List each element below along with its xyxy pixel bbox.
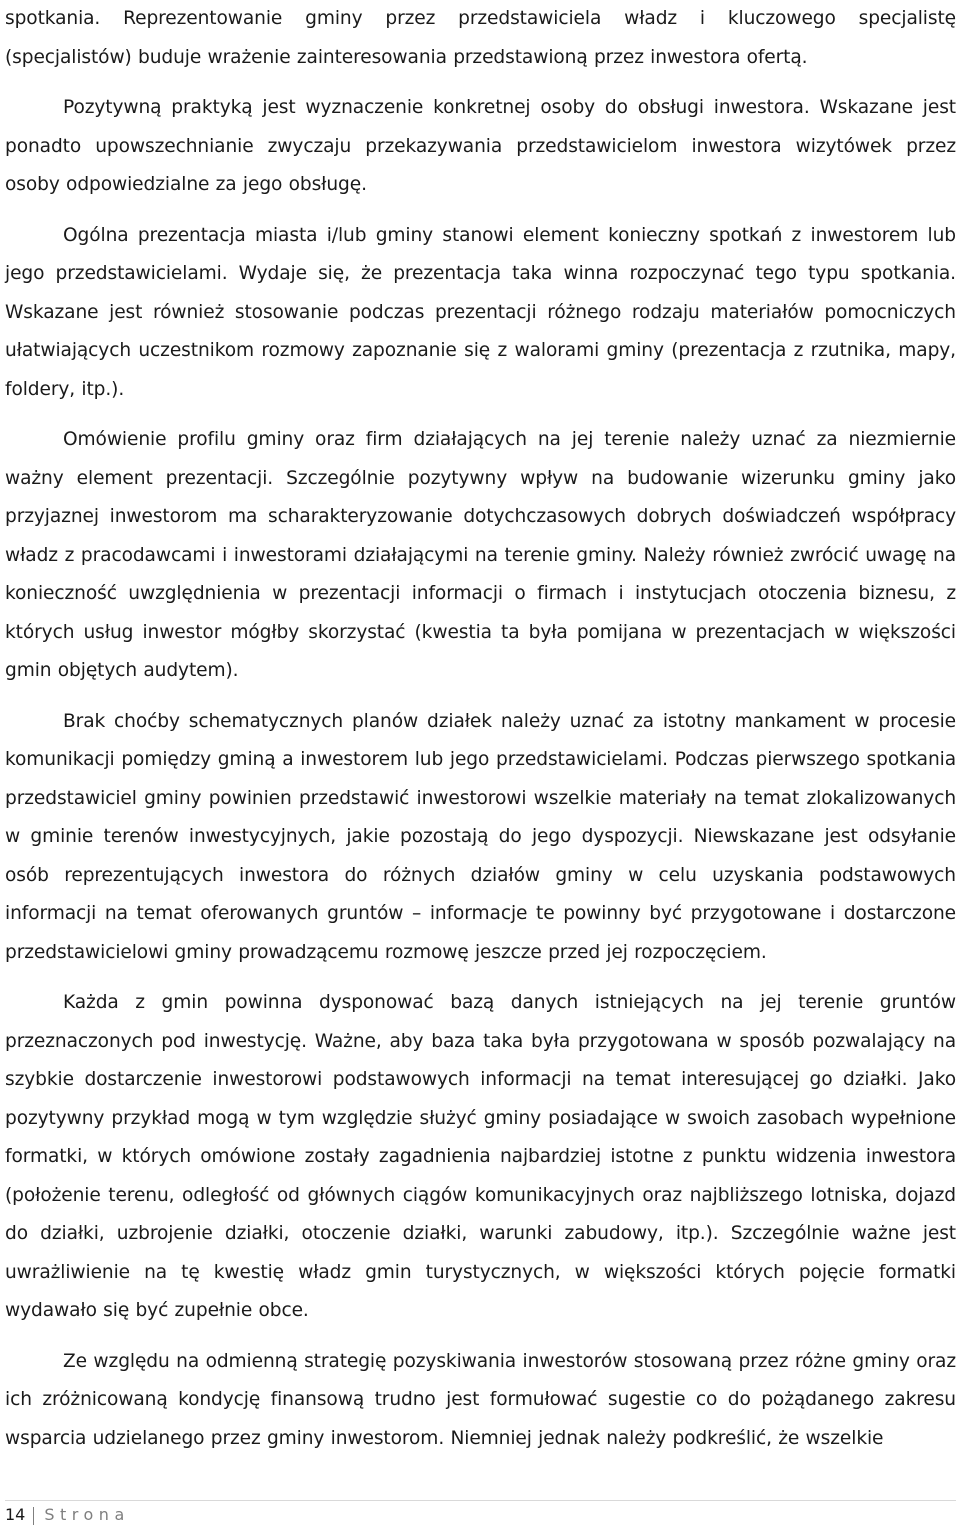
paragraph: Każda z gmin powinna dysponować bazą danych istniejących na jej terenie gruntów przeznaczonych pod inwestycję. Ważne, aby baza taka była przygotowana w sposób pozwalający na szybkie dostarczenie inwestorowi podstawowych informacji na temat interesującej go działki. Jako pozytywny przykład mogą w tym względzie służyć gminy posiadające w swoich zasobach wypełnione formatki, w których omówione zostały zagadnienia najbardziej istotne z punktu widzenia inwestora (położenie terenu, odległość od głównych ciągów komunikacyjnych oraz najbliższego lotniska, dojazd do działki, uzbrojenie działki, otoczenie działki, warunki zabudowy, itp.). Szczególnie ważne jest uwrażliwienie na tę kwestię władz gmin turystycznych, w większości których pojęcie formatki wydawało się być zupełnie obce. [5,992,956,1321]
document-body [5,0,956,1458]
footer-text [5,1505,130,1525]
footer-label: Strona [44,1505,130,1524]
paragraph: spotkania. Reprezentowanie gminy przez przedstawiciela władz i kluczowego specjalistę (specjalistów) buduje wrażenie zainteresowania przedstawioną przez inwestora ofertą. [5,8,956,68]
page-footer [5,1500,956,1529]
paragraph: Omówienie profilu gminy oraz firm działających na jej terenie należy uznać za niezmiernie ważny element prezentacji. Szczególnie pozytywny wpływ na budowanie wizerunku gminy jako przyjaznej inwestorom ma scharakteryzowanie dotychczasowych dobrych doświadczeń współpracy władz z pracodawcami i inwestorami działającymi na terenie gminy. Należy również zwrócić uwagę na konieczność uwzględnienia w prezentacji informacji o firmach i instytucjach otoczenia biznesu, z których usług inwestor mógłby skorzystać (kwestia ta była pomijana w prezentacjach w większości gmin objętych audytem). [5,429,956,681]
page-number: 14 [5,1505,26,1524]
footer-divider [5,1500,956,1501]
paragraph: Brak choćby schematycznych planów działek należy uznać za istotny mankament w procesie komunikacji pomiędzy gminą a inwestorem lub jego przedstawicielami. Podczas pierwszego spotkania przedstawiciel gminy powinien przedstawić inwestorowi wszelkie materiały na temat zlokalizowanych w gminie terenów inwestycyjnych, jakie pozostają do jego dyspozycji. Niewskazane jest odsyłanie osób reprezentujących inwestora do różnych działów gminy w celu uzyskania podstawowych informacji na temat oferowanych gruntów – informacje te powinny być przygotowane i dostarczone przedstawicielowi gminy prowadzącemu rozmowę jeszcze przed jej rozpoczęciem. [5,710,956,963]
paragraph: Ogólna prezentacja miasta i/lub gminy stanowi element konieczny spotkań z inwestorem lub jego przedstawicielami. Wydaje się, że prezentacja taka winna rozpoczynać tego typu spotkania. Wskazane jest również stosowanie podczas prezentacji różnego rodzaju materiałów pomocniczych ułatwiających uczestnikom rozmowy zapoznanie się z walorami gminy (prezentacja z rzutnika, mapy, foldery, itp.). [5,224,956,400]
paragraph: Ze względu na odmienną strategię pozyskiwania inwestorów stosowaną przez różne gminy oraz ich zróżnicowaną kondycję finansową trudno jest formułować sugestie co do pożądanego zakresu wsparcia udzielanego przez gminy inwestorom. Niemniej jednak należy podkreślić, że wszelkie [5,1350,956,1449]
footer-separator [33,1507,34,1525]
paragraph: Pozytywną praktyką jest wyznaczenie konkretnej osoby do obsługi inwestora. Wskazane jest ponadto upowszechnianie zwyczaju przekazywania przedstawicielom inwestora wizytówek przez osoby odpowiedzialne za jego obsługę. [5,97,956,195]
